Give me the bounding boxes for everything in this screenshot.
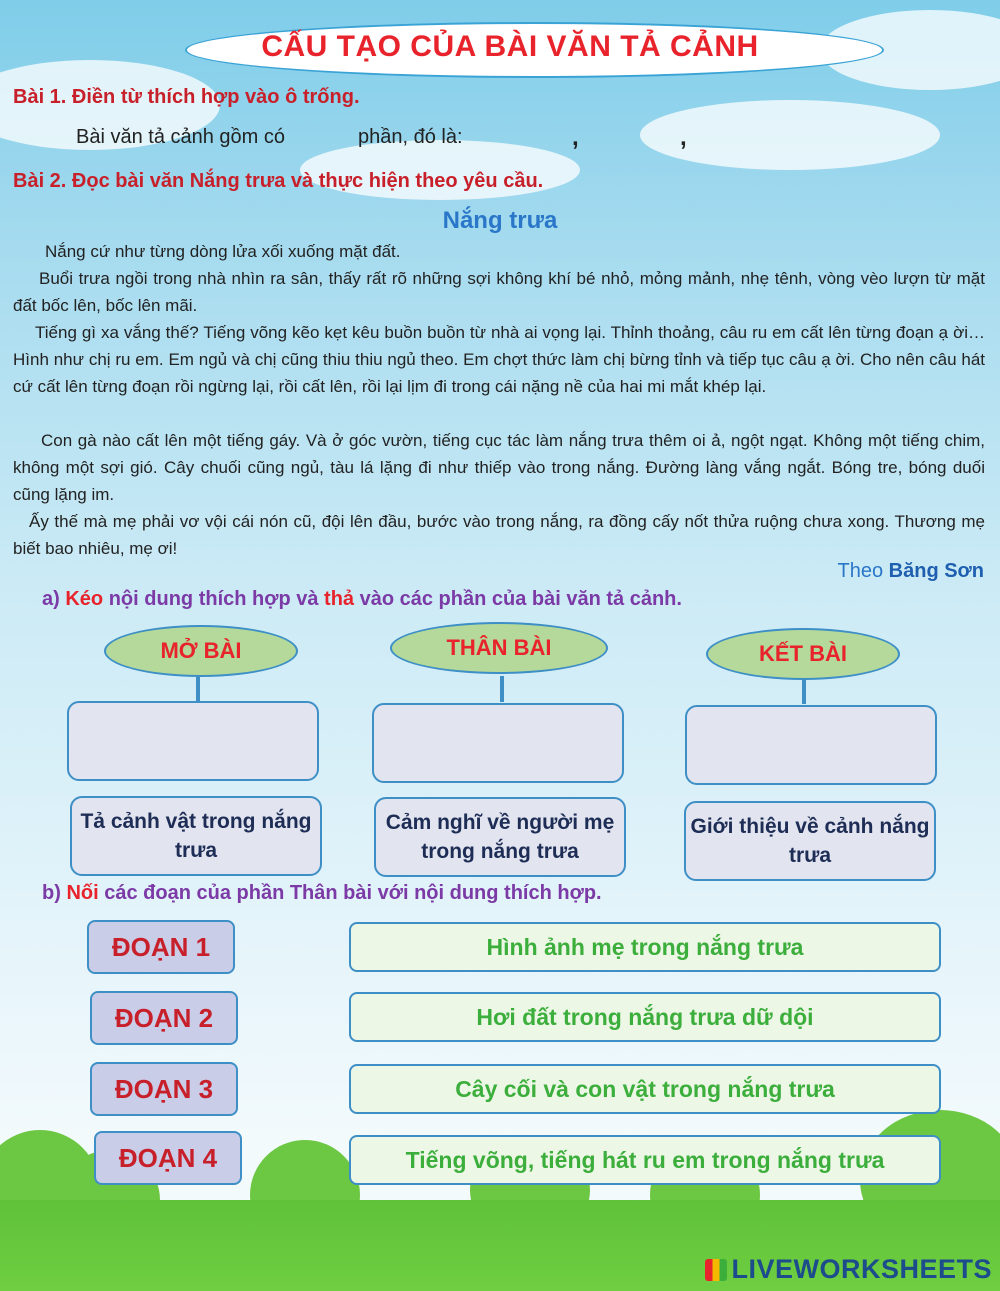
part-a-label: a)	[42, 588, 60, 610]
answer-option[interactable]: Tiếng võng, tiếng hát ru em trong nắng trưa	[349, 1135, 941, 1185]
blank-separator: ,	[680, 124, 687, 151]
connector-line	[500, 676, 504, 702]
exercise2-heading: Bài 2. Đọc bài văn Nắng trưa và thực hiện theo yêu cầu.	[13, 170, 544, 192]
page-title: CẤU TẠO CỦA BÀI VĂN TẢ CẢNH	[261, 30, 759, 63]
answer-option[interactable]: Cây cối và con vật trong nắng trưa	[349, 1064, 941, 1114]
blank-separator: ,	[572, 124, 579, 151]
drag-word: Kéo	[65, 588, 104, 610]
section-than-bai: THÂN BÀI	[390, 622, 608, 674]
match-word: Nối	[66, 882, 99, 904]
drop-zone-ket-bai[interactable]	[685, 705, 937, 785]
liveworksheets-logo	[705, 1254, 992, 1285]
story-source	[838, 560, 985, 583]
drop-zone-mo-bai[interactable]	[67, 701, 319, 781]
drop-word: thả	[324, 588, 355, 610]
exercise1-text-after: phần, đó là:	[358, 126, 463, 148]
part-a-text: nội dung thích hợp và	[108, 588, 319, 610]
connector-line	[196, 675, 200, 701]
part-b-label: b)	[42, 882, 61, 904]
story-title: Nắng trưa	[442, 207, 558, 234]
drag-card[interactable]: Cảm nghĩ về người mẹ trong nắng trưa	[374, 797, 626, 877]
story-paragraph: Nắng cứ như từng dòng lửa xối xuống mặt đất.	[45, 242, 401, 261]
drag-card[interactable]: Giới thiệu về cảnh nắng trưa	[684, 801, 936, 881]
drag-card[interactable]: Tả cảnh vật trong nắng trưa	[70, 796, 322, 876]
logo-icon	[705, 1259, 727, 1281]
story-paragraph: Con gà nào cất lên một tiếng gáy. Và ở góc vườn, tiếng cục tác làm nắng trưa thêm oi ả, ngột ngạt. Không một tiếng chim, không một sợi gió. Cây chuối cũng ngủ, tàu lá lặng đi như thiếp vào trong nắng. Đường làng vắng ngắt. Bóng tre, bóng duối cũng lặng im.	[13, 431, 985, 504]
story-paragraph: Ấy thế mà mẹ phải vơ vội cái nón cũ, đội lên đầu, bước vào trong nắng, ra đồng cấy nốt thửa ruộng chưa xong. Thương mẹ biết bao nhiêu, mẹ ơi!	[13, 512, 985, 558]
story-paragraph: Buổi trưa ngồi trong nhà nhìn ra sân, thấy rất rõ những sợi không khí bé nhỏ, mỏng mảnh, nhẹ tênh, vòng vèo lượn từ mặt đất bốc lên, bốc lên mãi.	[13, 269, 985, 315]
drop-zone-than-bai[interactable]	[372, 703, 624, 783]
exercise1-heading: Bài 1. Điền từ thích hợp vào ô trống.	[13, 86, 360, 108]
part-a-text: vào các phần của bài văn tả cảnh.	[359, 588, 682, 610]
source-prefix: Theo	[837, 560, 884, 582]
doan-1-box[interactable]: ĐOẠN 1	[87, 920, 235, 974]
doan-3-box[interactable]: ĐOẠN 3	[90, 1062, 238, 1116]
story-paragraph: Tiếng gì xa vắng thế? Tiếng võng kẽo kẹt kêu buồn buồn từ nhà ai vọng lại. Thỉnh thoảng, câu ru em cất lên từng đoạn ạ ời… Hình như chị ru em. Em ngủ và chị cũng thiu thiu ngủ theo. Em chợt thức làm chị bừng tỉnh và tiếp tục câu ạ ời. Cho nên câu hát cứ cất lên từng đoạn rồi ngừng lại, rồi cất lên, rồi lại lịm đi trong cái nặng nề của hai mi mắt khép lại.	[13, 323, 985, 396]
answer-option[interactable]: Hơi đất trong nắng trưa dữ dội	[349, 992, 941, 1042]
answer-option[interactable]: Hình ảnh mẹ trong nắng trưa	[349, 922, 941, 972]
part-a-instruction	[42, 588, 682, 611]
part-b-instruction	[42, 882, 602, 905]
section-mo-bai: MỞ BÀI	[104, 625, 298, 677]
doan-4-box[interactable]: ĐOẠN 4	[94, 1131, 242, 1185]
part-b-text: các đoạn của phần Thân bài với nội dung thích hợp.	[104, 882, 602, 904]
doan-2-box[interactable]: ĐOẠN 2	[90, 991, 238, 1045]
source-author: Băng Sơn	[888, 560, 984, 582]
logo-text: LIVEWORKSHEETS	[731, 1254, 992, 1284]
section-ket-bai: KẾT BÀI	[706, 628, 900, 680]
connector-line	[802, 678, 806, 704]
exercise1-text-before: Bài văn tả cảnh gồm có	[76, 126, 286, 148]
